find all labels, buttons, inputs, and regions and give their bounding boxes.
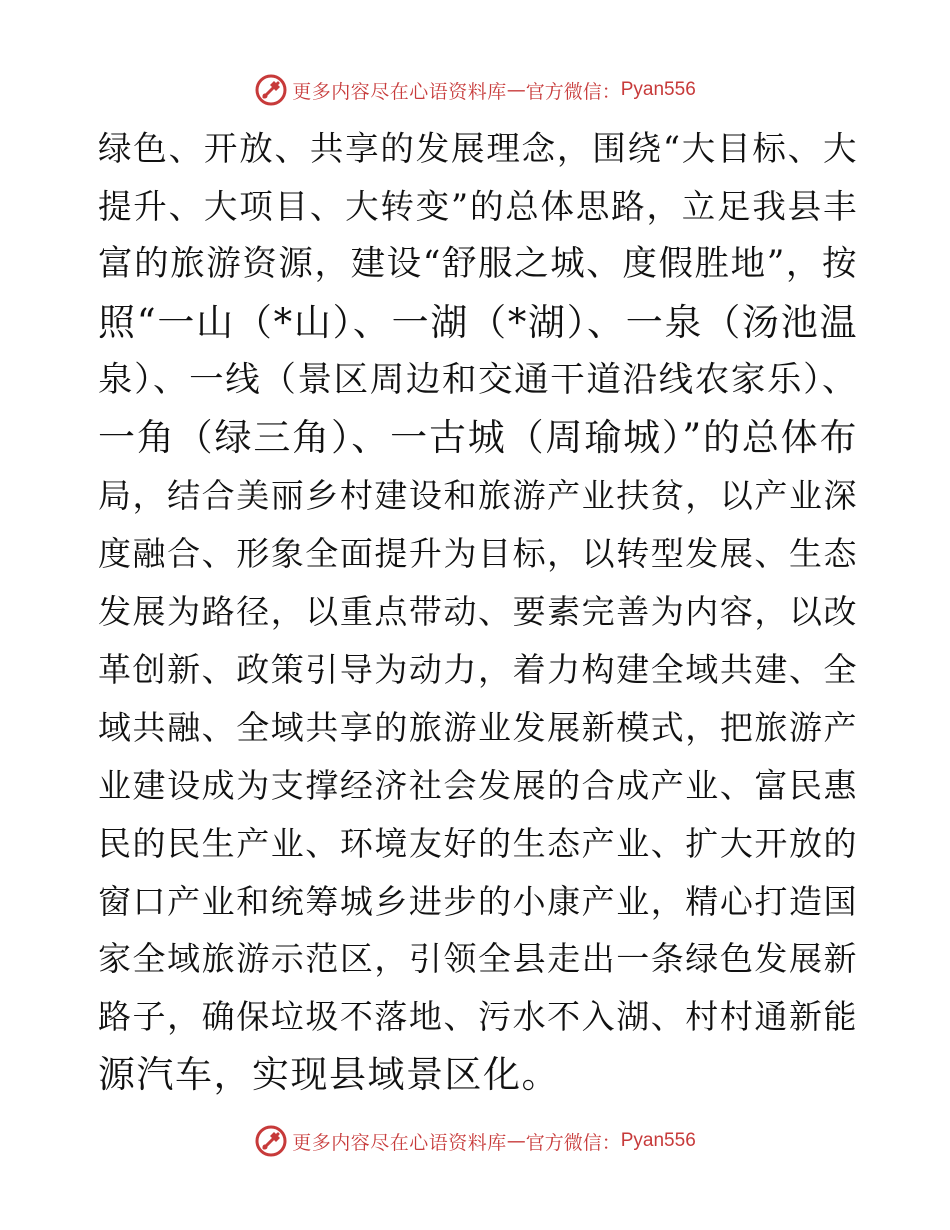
footer-watermark — [0, 1121, 950, 1161]
watermark-wechat-label: 官方微信： — [525, 1131, 621, 1154]
text-line: 路子，确保垃圾不落地、污水不入湖、村村通新能 — [98, 997, 858, 1037]
text-line: 民的民生产业、环境友好的生态产业、扩大开放的 — [98, 823, 858, 863]
watermark-brand-text: 更多内容尽在心语资料库 — [292, 1131, 507, 1154]
header-watermark — [0, 70, 950, 110]
brand-logo-icon — [254, 1124, 288, 1158]
text-line: 家全域旅游示范区，引领全县走出一条绿色发展新 — [98, 939, 858, 979]
text-line: 革创新、政策引导为动力，着力构建全域共建、全 — [98, 650, 858, 690]
text-line: 泉）、一线（景区周边和交通干道沿线农家乐）、 — [98, 359, 858, 400]
text-line: 源汽车，实现县域景区化。 — [98, 1053, 560, 1097]
body-paragraph — [98, 120, 858, 1104]
watermark-separator: — — [506, 1130, 526, 1152]
text-line: 照“一山（*山）、一湖（*湖）、一泉（汤池温 — [98, 300, 858, 344]
text-line: 度融合、形象全面提升为目标，以转型发展、生态 — [98, 534, 858, 574]
text-line: 绿色、开放、共享的发展理念，围绕“大目标、大 — [98, 129, 858, 168]
watermark-wechat-label: 官方微信： — [525, 80, 621, 103]
watermark-separator: — — [506, 79, 526, 101]
text-line: 富的旅游资源，建设“舒服之城、度假胜地”，按 — [98, 243, 858, 284]
text-line: 局，结合美丽乡村建设和旅游产业扶贫，以产业深 — [98, 476, 858, 516]
brand-logo-icon — [254, 73, 288, 107]
watermark-wechat-id: Pyan556 — [620, 79, 696, 100]
text-line: 域共融、全域共享的旅游业发展新模式，把旅游产 — [98, 707, 858, 747]
watermark-brand-text: 更多内容尽在心语资料库 — [292, 80, 507, 103]
text-line: 一角（绿三角）、一古城（周瑜城）”的总体布 — [98, 416, 858, 460]
text-line: 业建设成为支撑经济社会发展的合成产业、富民惠 — [98, 765, 858, 805]
text-line: 提升、大项目、大转变”的总体思路，立足我县丰 — [98, 186, 858, 226]
text-line: 发展为路径，以重点带动、要素完善为内容，以改 — [98, 592, 858, 632]
watermark-wechat-id: Pyan556 — [620, 1130, 696, 1151]
text-line: 窗口产业和统筹城乡进步的小康产业，精心打造国 — [98, 881, 858, 921]
